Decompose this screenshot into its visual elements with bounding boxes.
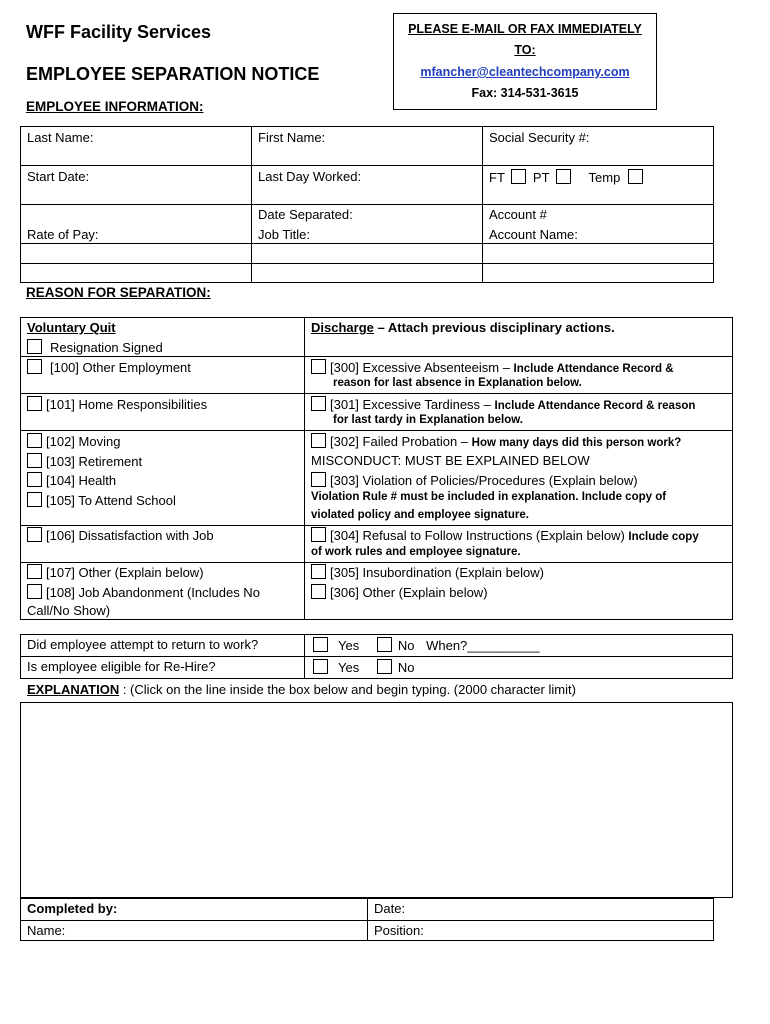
reason-104-checkbox[interactable] [27,472,42,487]
return-question: Did employee attempt to return to work? [27,637,259,652]
reason-107-option [27,564,204,580]
rehire-yes-checkbox[interactable] [313,659,328,674]
reason-306-option [311,584,488,600]
return-yes-checkbox[interactable] [313,637,328,652]
reason-300-note-cont: reason for last absence in Explanation below. [333,377,582,389]
reason-103-label: [103] Retirement [46,454,143,469]
start-date-label: Start Date: [27,169,90,184]
reason-101-checkbox[interactable] [27,396,42,411]
reason-301-label: [301] Excessive Tardiness – [330,397,495,412]
reason-305-label: [305] Insubordination (Explain below) [330,565,544,580]
reason-300-checkbox[interactable] [311,359,326,374]
rehire-yes-label: Yes [338,660,360,675]
reason-300-note: Include Attendance Record & [513,363,674,375]
rate-of-pay-label: Rate of Pay: [27,227,99,242]
reason-101-option [27,396,207,412]
resignation-label: Resignation Signed [50,340,163,355]
reason-101-label: [101] Home Responsibilities [46,397,208,412]
reason-302-option [311,433,681,449]
last-name-label: Last Name: [27,130,94,145]
reason-100-option [27,359,191,375]
date-separated-label: Date Separated: [258,207,353,222]
page-title: EMPLOYEE SEPARATION NOTICE [26,64,320,84]
reason-108-label: [108] Job Abandonment (Includes No [46,585,260,600]
reason-304-label: [304] Refusal to Follow Instructions (Explain below) [330,528,629,543]
misconduct-label: MISCONDUCT: MUST BE EXPLAINED BELOW [311,453,590,468]
employee-info-heading: EMPLOYEE INFORMATION: [26,99,204,114]
return-no-checkbox[interactable] [377,637,392,652]
first-name-label: First Name: [258,130,326,145]
pt-label: PT [532,170,550,185]
reason-106-checkbox[interactable] [27,527,42,542]
reason-304-checkbox[interactable] [311,527,326,542]
reason-304-option [311,527,699,543]
reason-105-label: [105] To Attend School [46,493,176,508]
reason-103-checkbox[interactable] [27,453,42,468]
reason-108-option [27,584,260,600]
reason-102-checkbox[interactable] [27,433,42,448]
reason-301-note: Include Attendance Record & reason [494,400,696,412]
reason-303-option [311,472,638,488]
reason-100-label: [100] Other Employment [50,360,191,375]
pt-checkbox[interactable] [556,169,571,184]
discharge-label: Discharge [311,320,374,335]
reason-300-label: [300] Excessive Absenteeism – [330,360,514,375]
reason-300-option [311,359,674,375]
notice-box [393,13,657,110]
rehire-options [313,659,414,675]
reason-306-label: [306] Other (Explain below) [330,585,488,600]
reason-303-checkbox[interactable] [311,472,326,487]
reason-302-note: How many days did this person work? [471,437,682,449]
reason-104-option [27,472,116,488]
email-link[interactable]: mfancher@cleantechcompany.com [420,65,630,79]
date-label: Date: [374,901,406,916]
account-name-label: Account Name: [489,227,578,242]
discharge-heading [311,320,615,335]
violation-note: Violation Rule # must be included in explanation. Include copy of [311,491,667,503]
ft-checkbox[interactable] [511,169,526,184]
reason-305-checkbox[interactable] [311,564,326,579]
reason-304-note: Include copy [628,531,699,543]
rehire-no-checkbox[interactable] [377,659,392,674]
completed-by-label: Completed by: [27,901,118,916]
reason-106-option [27,527,214,543]
voluntary-quit-heading: Voluntary Quit [27,320,116,335]
explanation-textbox[interactable] [20,702,733,898]
reason-105-checkbox[interactable] [27,492,42,507]
explanation-label: EXPLANATION [27,682,120,697]
notice-line1: PLEASE E-MAIL OR FAX IMMEDIATELY [408,22,642,36]
ft-label: FT [489,170,505,185]
temp-label: Temp [588,170,621,185]
reason-107-label: [107] Other (Explain below) [46,565,204,580]
reason-302-checkbox[interactable] [311,433,326,448]
ft-option [489,169,643,185]
reason-301-checkbox[interactable] [311,396,326,411]
reason-306-checkbox[interactable] [311,584,326,599]
name-label: Name: [27,923,66,938]
discharge-note: – Attach previous disciplinary actions. [373,320,615,335]
violation-note-cont: violated policy and employee signature. [311,509,529,521]
job-title-label: Job Title: [258,227,311,242]
reason-108-label-cont: Call/No Show) [27,603,111,618]
reason-102-label: [102] Moving [46,434,121,449]
rehire-no-label: No [397,660,415,675]
rehire-question: Is employee eligible for Re-Hire? [27,659,216,674]
position-label: Position: [374,923,424,938]
reason-heading: REASON FOR SEPARATION: [26,285,211,300]
reason-301-note-cont: for last tardy in Explanation below. [333,414,523,426]
reason-105-option [27,492,176,508]
reason-103-option [27,453,142,469]
reason-107-checkbox[interactable] [27,564,42,579]
notice-line2: TO: [514,43,536,57]
temp-checkbox[interactable] [628,169,643,184]
return-options [313,637,540,653]
reason-106-label: [106] Dissatisfaction with Job [46,528,214,543]
return-when-field[interactable]: When?__________ [426,638,540,653]
account-number-label: Account # [489,207,547,222]
explanation-heading [27,682,576,697]
resignation-checkbox[interactable] [27,339,42,354]
company-name: WFF Facility Services [26,22,212,42]
reason-301-option [311,396,695,412]
last-day-label: Last Day Worked: [258,169,362,184]
reason-104-label: [104] Health [46,473,117,488]
reason-302-label: [302] Failed Probation – [330,434,472,449]
explanation-note: : (Click on the line inside the box below and begin typing. (2000 character limit) [119,682,576,697]
ssn-label: Social Security #: [489,130,590,145]
reason-303-label: [303] Violation of Policies/Procedures (Explain below) [330,473,638,488]
fax-number: Fax: 314-531-3615 [471,86,579,100]
return-yes-label: Yes [338,638,360,653]
reason-305-option [311,564,544,580]
reason-108-checkbox[interactable] [27,584,42,599]
reason-100-checkbox[interactable] [27,359,42,374]
reason-102-option [27,433,120,449]
resignation-option [27,339,163,355]
return-no-label: No [397,638,415,653]
reason-304-note-cont: of work rules and employee signature. [311,546,521,558]
